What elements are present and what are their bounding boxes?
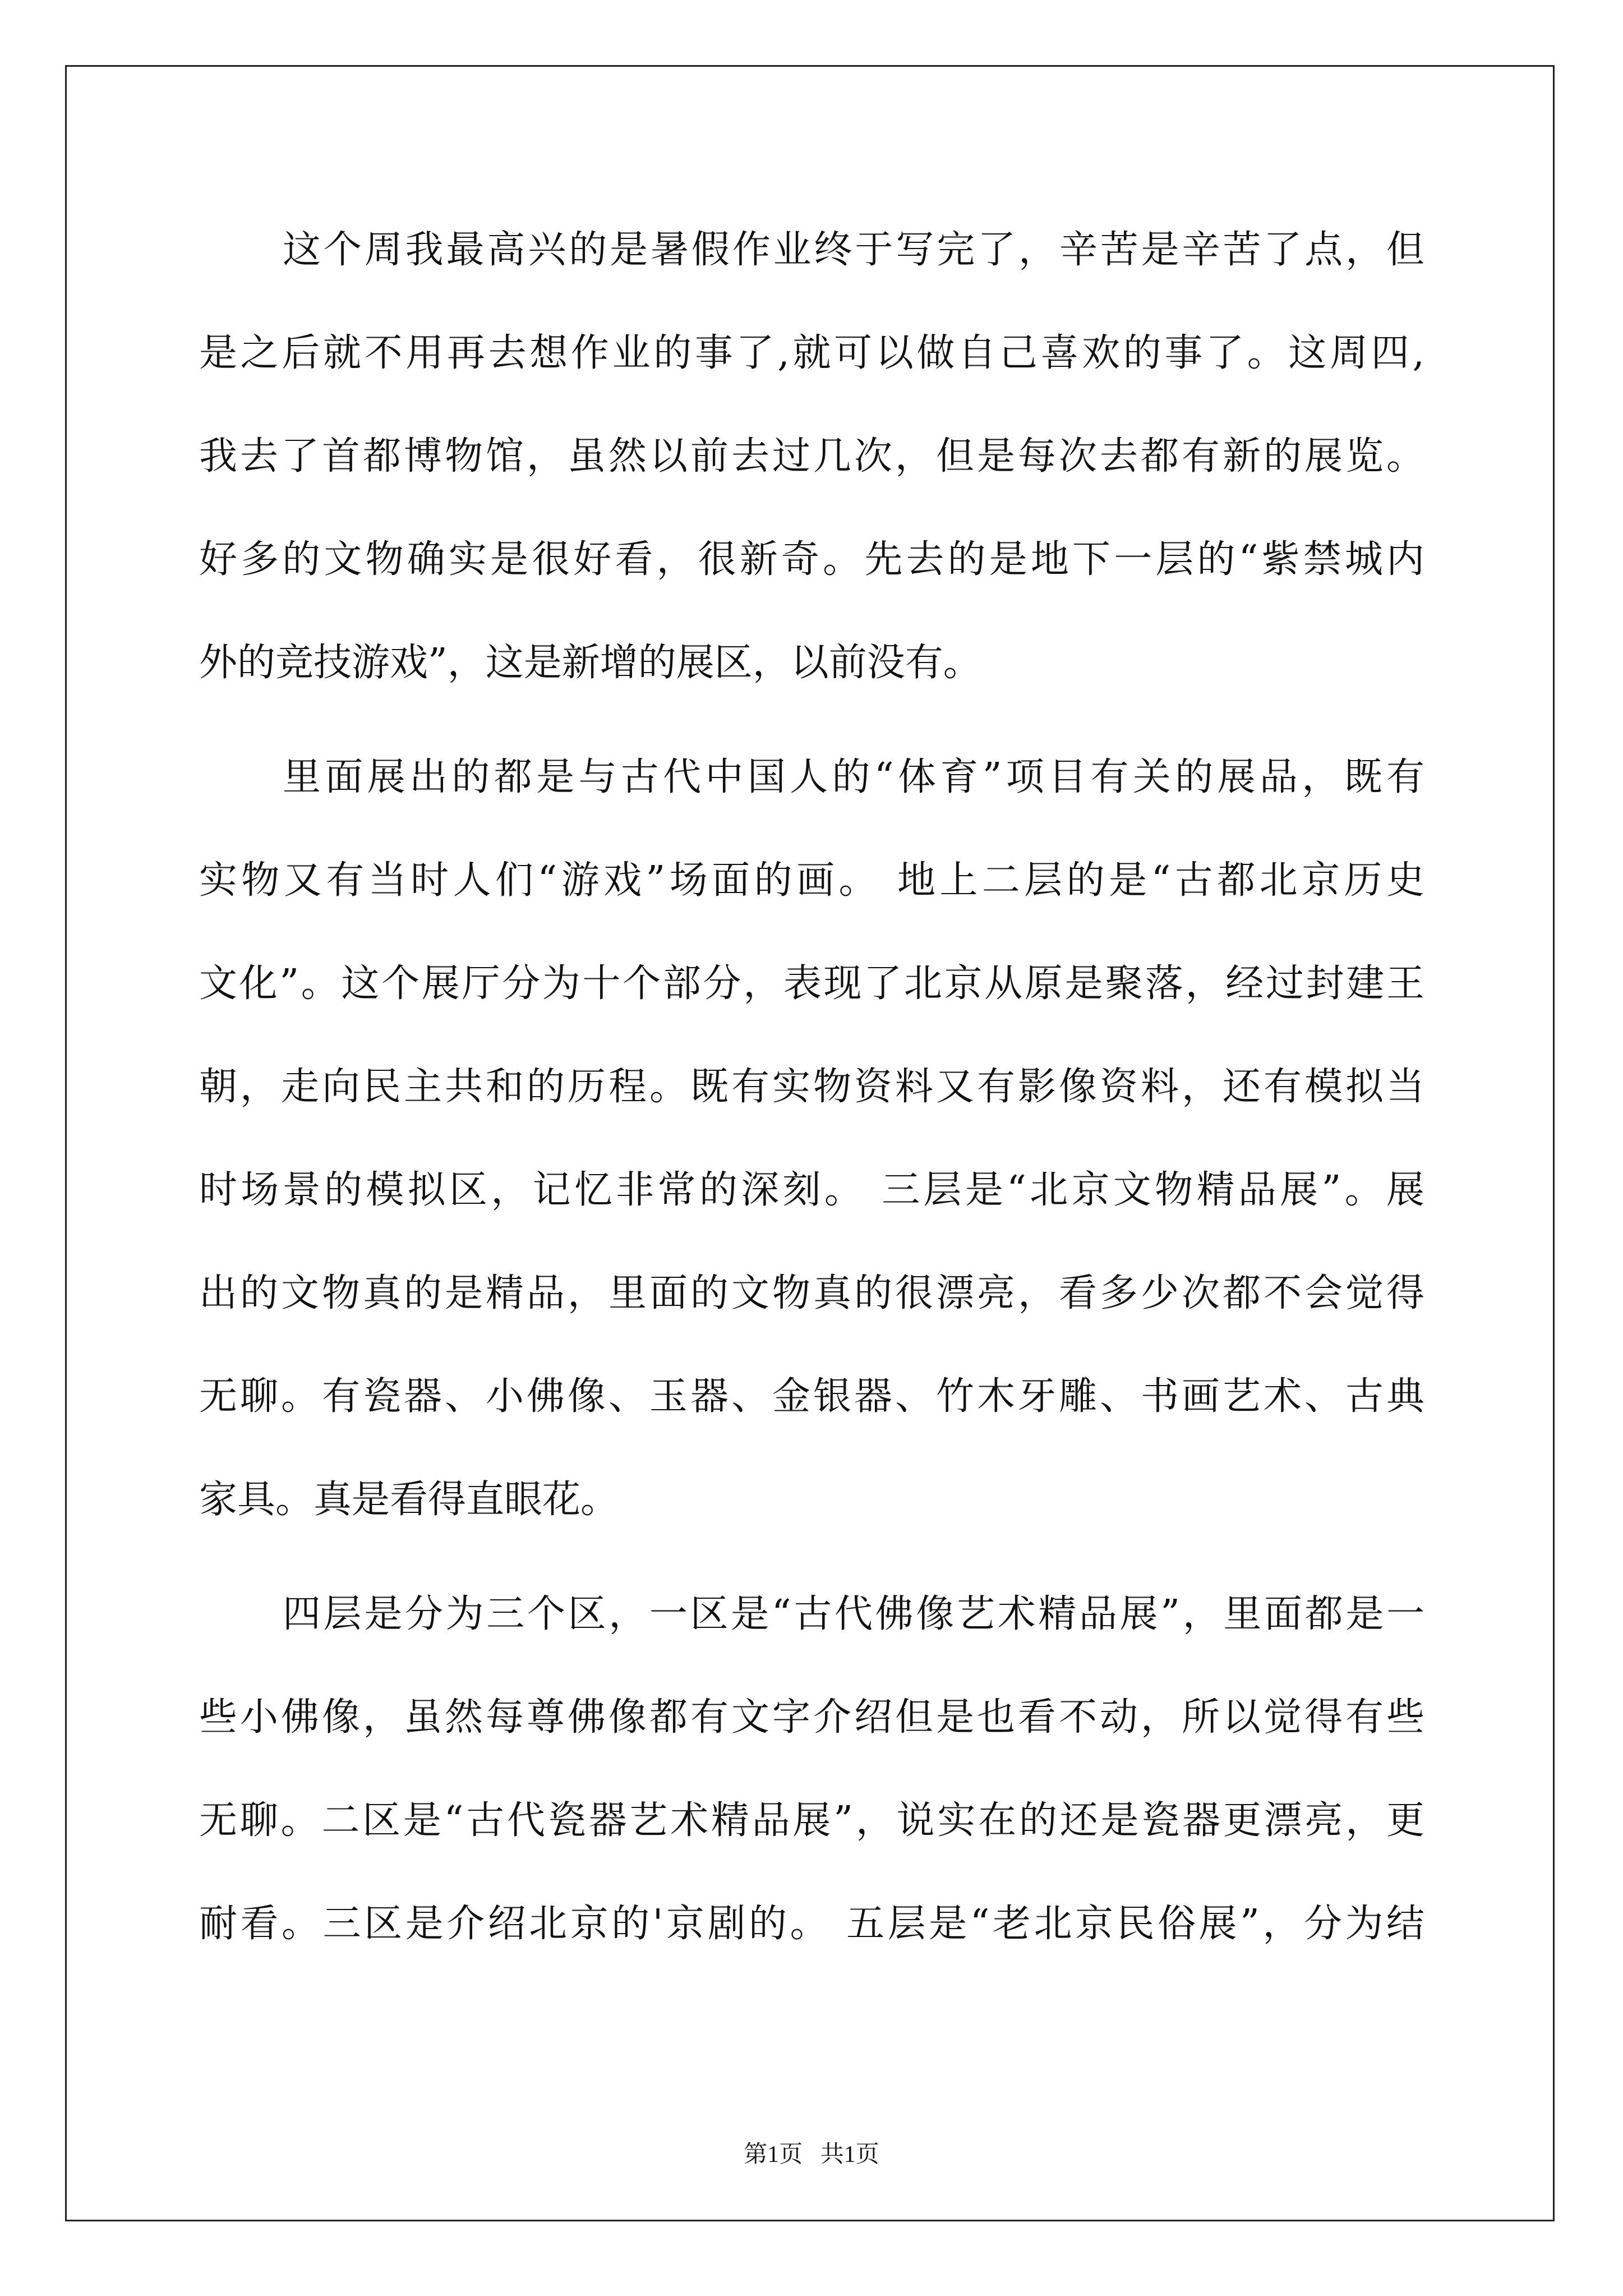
paragraph-3-line-4: 耐看。三区是介绍北京的'京剧的。 五层是“老北京民俗展”，分为结: [199, 1902, 1428, 1946]
paragraph-3-line-1: 四层是分为三个区，一区是“古代佛像艺术精品展”，里面都是一: [283, 1592, 1427, 1636]
paragraph-3-line-2: 些小佛像，虽然每尊佛像都有文字介绍但是也看不动，所以觉得有些: [199, 1695, 1427, 1740]
paragraph-2-line-3: 文化”。这个展厅分为十个部分，表现了北京从原是聚落，经过封建王: [199, 961, 1427, 1006]
paragraph-1-line-5: 外的竞技游戏”，这是新增的展区，以前没有。: [199, 641, 981, 685]
paragraph-2-line-5: 时场景的模拟区，记忆非常的深刻。 三层是“北京文物精品展”。展: [199, 1168, 1428, 1212]
paragraph-3-line-3: 无聊。二区是“古代瓷器艺术精品展”，说实在的还是瓷器更漂亮，更: [199, 1798, 1427, 1843]
paragraph-1-line-2: 是之后就不用再去想作业的事了,就可以做自己喜欢的事了。这周四,: [199, 331, 1428, 375]
paragraph-2-line-6: 出的文物真的是精品，里面的文物真的很漂亮，看多少次都不会觉得: [199, 1271, 1427, 1315]
paragraph-1-line-4: 好多的文物确实是很好看，很新奇。先去的是地下一层的“紫禁城内: [199, 537, 1428, 582]
paragraph-2-line-2: 实物又有当时人们“游戏”场面的画。 地上二层的是“古都北京历史: [199, 858, 1429, 903]
paragraph-1-line-1: 这个周我最高兴的是暑假作业终于写完了，辛苦是辛苦了点，但: [283, 228, 1427, 272]
page-footer: 第1页 共1页: [744, 2142, 879, 2168]
paragraph-2-line-1: 里面展出的都是与古代中国人的“体育”项目有关的展品，既有: [283, 755, 1429, 799]
page-border: [65, 65, 1555, 2221]
paragraph-2-line-8: 家具。真是看得直眼花。: [199, 1478, 619, 1522]
paragraph-2-line-4: 朝，走向民主共和的历程。既有实物资料又有影像资料，还有模拟当: [199, 1065, 1427, 1109]
paragraph-1-line-3: 我去了首都博物馆，虽然以前去过几次，但是每次去都有新的展览。: [199, 434, 1427, 478]
paragraph-2-line-7: 无聊。有瓷器、小佛像、玉器、金银器、竹木牙雕、书画艺术、古典: [199, 1374, 1427, 1419]
